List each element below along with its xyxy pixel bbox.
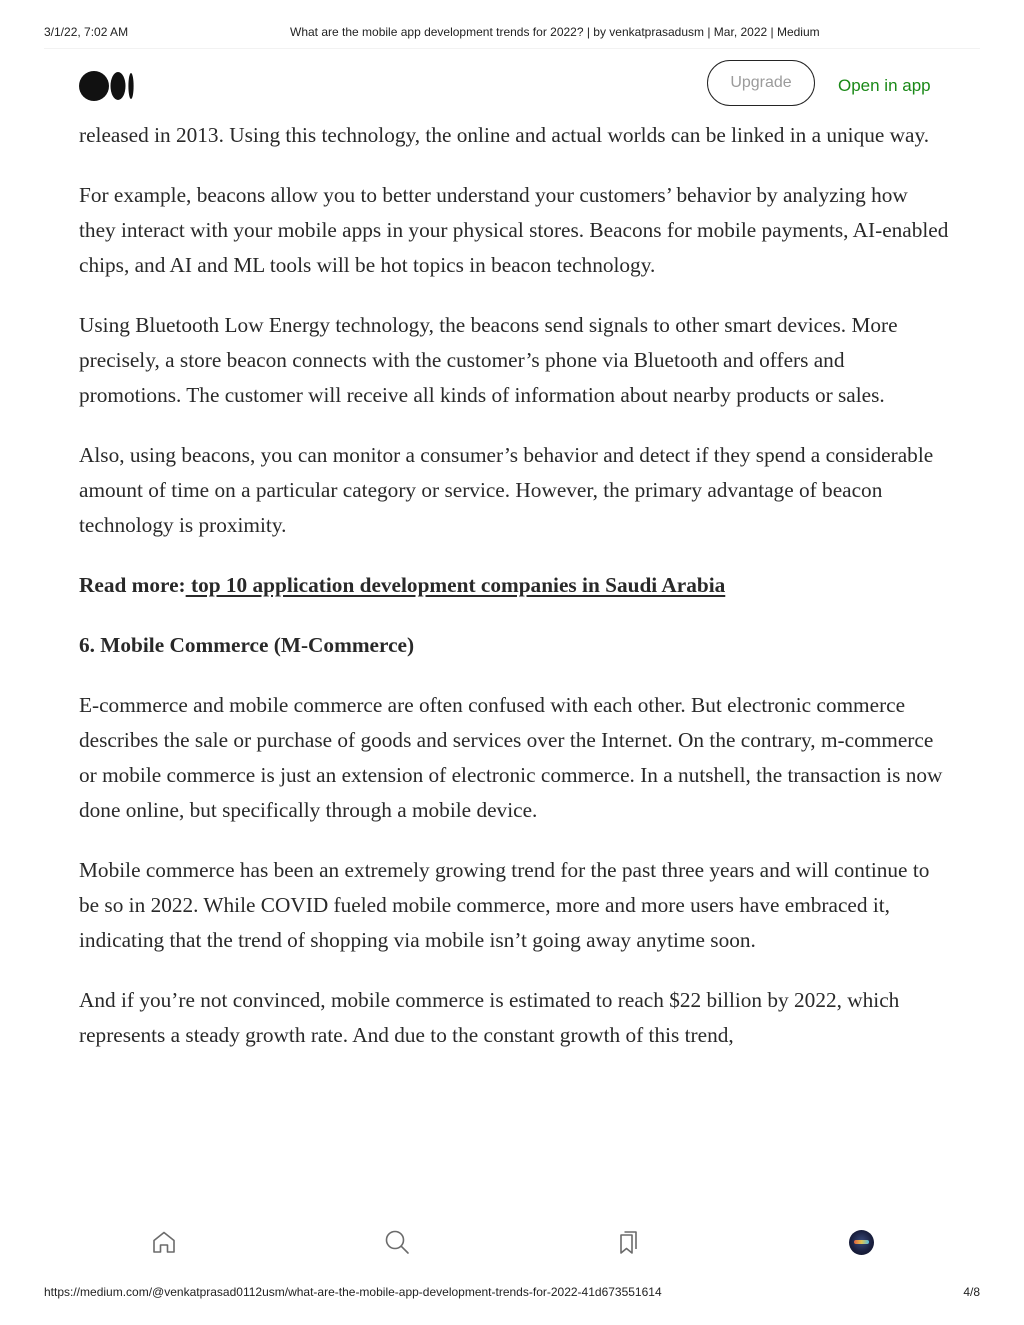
article-body bbox=[79, 118, 949, 1207]
print-footer bbox=[44, 1285, 980, 1301]
search-icon[interactable] bbox=[383, 1228, 411, 1256]
read-more-link[interactable]: top 10 application development companies in Saudi Arabia bbox=[185, 573, 726, 597]
section-heading: 6. Mobile Commerce (M-Commerce) bbox=[79, 633, 415, 657]
read-more-label: Read more: bbox=[79, 573, 186, 597]
article-paragraph: Also, using beacons, you can monitor a consumer’s behavior and detect if they spend a considerable amount of time on a particular category or service. However, the primary advantage of beacon technology is proximity. bbox=[79, 443, 934, 537]
article-paragraph: E-commerce and mobile commerce are often confused with each other. But electronic commerce describes the sale or purchase of goods and services over the Internet. On the contrary, m-commerce or mobile commerce is just an extension of electronic commerce. In a nutshell, the transaction is now done online, but specifically through a mobile device. bbox=[79, 693, 943, 822]
article-paragraph: And if you’re not convinced, mobile commerce is estimated to reach $22 billion by 2022, which represents a steady growth rate. And due to the constant growth of this trend, bbox=[79, 988, 900, 1047]
page-indicator: 4/8 bbox=[963, 1285, 980, 1299]
bookmarks-icon[interactable] bbox=[615, 1228, 643, 1256]
medium-logo-icon[interactable] bbox=[79, 71, 135, 101]
bottom-navigation-bar bbox=[44, 1210, 980, 1274]
print-page-title: What are the mobile app development trends for 2022? | by venkatprasadusm | Mar, 2022 | Medium bbox=[290, 25, 820, 39]
article-paragraph: For example, beacons allow you to better understand your customers’ behavior by analyzing how they interact with your mobile apps in your physical stores. Beacons for mobile payments, AI-enabled chips, and AI and ML tools will be hot topics in beacon technology. bbox=[79, 183, 949, 277]
print-datetime: 3/1/22, 7:02 AM bbox=[44, 25, 129, 39]
print-header bbox=[44, 25, 980, 41]
read-more-line bbox=[79, 568, 949, 603]
article-paragraph: Using Bluetooth Low Energy technology, the beacons send signals to other smart devices. More precisely, a store beacon connects with the customer’s phone via Bluetooth and offers and promotions. The customer will receive all kinds of information about nearby products or sales. bbox=[79, 313, 898, 407]
top-navigation-bar bbox=[44, 48, 980, 123]
home-icon[interactable] bbox=[150, 1228, 178, 1256]
print-url: https://medium.com/@venkatprasad0112usm/what-are-the-mobile-app-development-trends-for-2022-41d673551614 bbox=[44, 1285, 662, 1299]
avatar[interactable] bbox=[849, 1230, 874, 1255]
upgrade-button[interactable]: Upgrade bbox=[707, 60, 815, 106]
open-in-app-link[interactable]: Open in app bbox=[838, 76, 931, 95]
article-paragraph: Mobile commerce has been an extremely growing trend for the past three years and will continue to be so in 2022. While COVID fueled mobile commerce, more and more users have embraced it, indicating that the trend of shopping via mobile isn’t going away anytime soon. bbox=[79, 858, 930, 952]
article-paragraph: released in 2013. Using this technology, the online and actual worlds can be linked in a unique way. bbox=[79, 123, 930, 147]
